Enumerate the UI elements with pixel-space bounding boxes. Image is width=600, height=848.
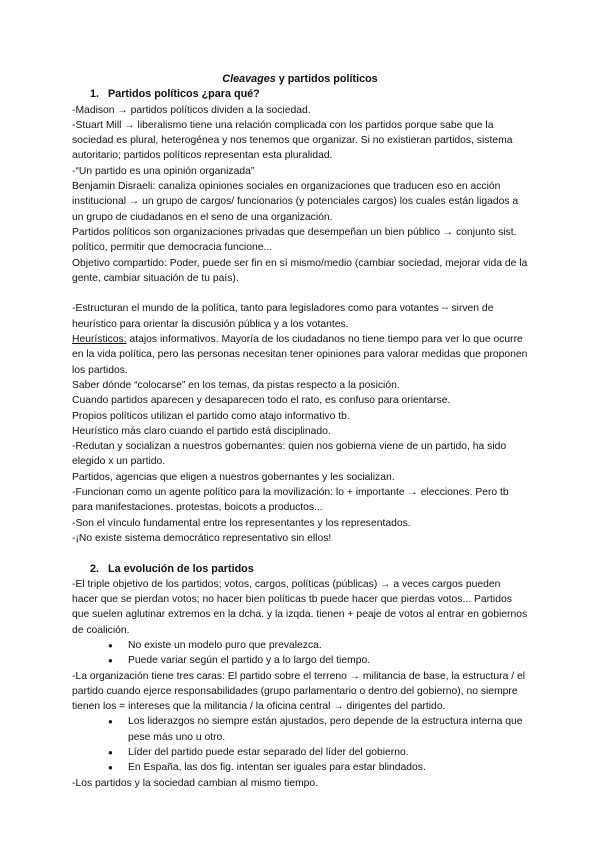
paragraph: Propios políticos utilizan el partido como atajo informativo tb. — [72, 410, 350, 422]
list-item: ● Líder del partido puede estar separado del líder del gobierno. — [108, 745, 528, 760]
list-item: ● No existe un modelo puro que prevalezca. — [108, 638, 528, 653]
list-item: ● Los liderazgos no siempre están ajustados, pero depende de la estructura interna que pese más uno u otro. — [108, 714, 528, 745]
paragraph: -Son el vínculo fundamental entre los representantes y los representados. — [72, 517, 411, 529]
paragraph: -Stuart Mill → liberalismo tiene una relación complicada con los partidos porque sabe que la sociedad es plural, heterogénea y nos tenemos que organizar. Si no existieran partidos, sistema autoritario; partidos políticos representan esta pluralidad. — [72, 119, 513, 162]
section-1-title: Partidos políticos ¿para qué? — [108, 88, 260, 101]
document-title — [72, 72, 528, 87]
heuristicos-text: atajos informativos. Mayoría de los ciudadanos no tiene tiempo para ver lo que ocurre en la vida política, pero las personas necesitan tener opiniones para valorar medidas que proponen los partidos. — [72, 334, 528, 376]
section-2-number: 2. — [90, 562, 100, 575]
paragraph: Cuando partidos aparecen y desaparecen todo el rato, es confuso para orientarse. — [72, 395, 451, 407]
paragraph: -El triple objetivo de los partidos; votos, cargos, políticas (públicas) → a veces cargos pueden hacer que se pierdan votos; no hacer bien políticas tb puede hacer que pierdas votos... Partidos que suelen aglutinar extremos en la dcha. y la izqda. tienen + peaje de votos al entrar en gobiernos de coalición. — [72, 578, 528, 636]
paragraph: Saber dónde “colocarse” en los temas, da pistas respecto a la posición. — [72, 379, 400, 391]
spacer — [72, 286, 528, 301]
paragraph: -“Un partido es una opinión organizada” — [72, 165, 255, 177]
paragraph: Heurístico más claro cuando el partido está disciplinado. — [72, 425, 331, 437]
paragraph: -Madison → partidos políticos dividen a la sociedad. — [72, 104, 311, 116]
paragraph: Partidos políticos son organizaciones privadas que desempeñan un bien público → conjunto sist. político, permitir que democracia funcione... — [72, 226, 517, 254]
section-1-heading — [72, 87, 528, 102]
title-rest: y partidos políticos — [275, 73, 378, 85]
paragraph: -Estructuran el mundo de la política, tanto para legisladores como para votantes -- sirven de heurístico para orientar la discusión pública y a los votantes. — [72, 303, 494, 330]
bullet-list — [72, 638, 528, 669]
paragraph: Objetivo compartido: Poder, puede ser fin en sí mismo/medio (cambiar sociedad, mejorar vida de la gente, cambiar situación de tu país). — [72, 257, 528, 284]
paragraph: -La organización tiene tres caras: El partido sobre el terreno → militancia de base, la estructura / el partido cuando ejerce responsabilidades (grupo parlamentario o dentro del gobierno), no siempre tienen los = intereses que la militancia / la oficina central → dirigentes del partido. — [72, 670, 526, 713]
heuristicos-label: Heurísticos: — [72, 334, 127, 346]
spacer — [72, 546, 528, 561]
heuristicos-paragraph — [72, 332, 528, 378]
paragraph: -¡No existe sistema democrático representativo sin ellos! — [72, 532, 332, 544]
title-italic: Cleavages — [222, 73, 276, 85]
paragraph: -Redutan y socializan a nuestros gobernantes: quien nos gobierna viene de un partido, ha sido elegido x un partido. — [72, 441, 507, 468]
bullet-list — [72, 714, 528, 775]
paragraph: Partidos, agencias que eligen a nuestros gobernantes y les socializan. — [72, 471, 395, 483]
paragraph: Benjamin Disraeli: canaliza opiniones sociales en organizaciones que traducen eso en acción institucional → un grupo de cargos/ funcionarios (y potenciales cargos) los cuales están ligados a un grupo de ciudadanos en el seno de una organización. — [72, 181, 519, 223]
paragraph: -Los partidos y la sociedad cambian al mismo tiempo. — [72, 777, 319, 789]
list-item: ● Puede variar según el partido y a lo largo del tiempo. — [108, 653, 528, 668]
section-2-title: La evolución de los partidos — [108, 562, 254, 575]
paragraph: -Funcionan como un agente político para la movilización: lo + importante → elecciones. Pero tb para manifestaciones. protestas, boicots a productos... — [72, 487, 509, 514]
list-item: ● En España, las dos fig. intentan ser iguales para estar blindados. — [108, 760, 528, 775]
section-2-heading — [72, 562, 528, 577]
section-1-number: 1. — [90, 88, 100, 101]
